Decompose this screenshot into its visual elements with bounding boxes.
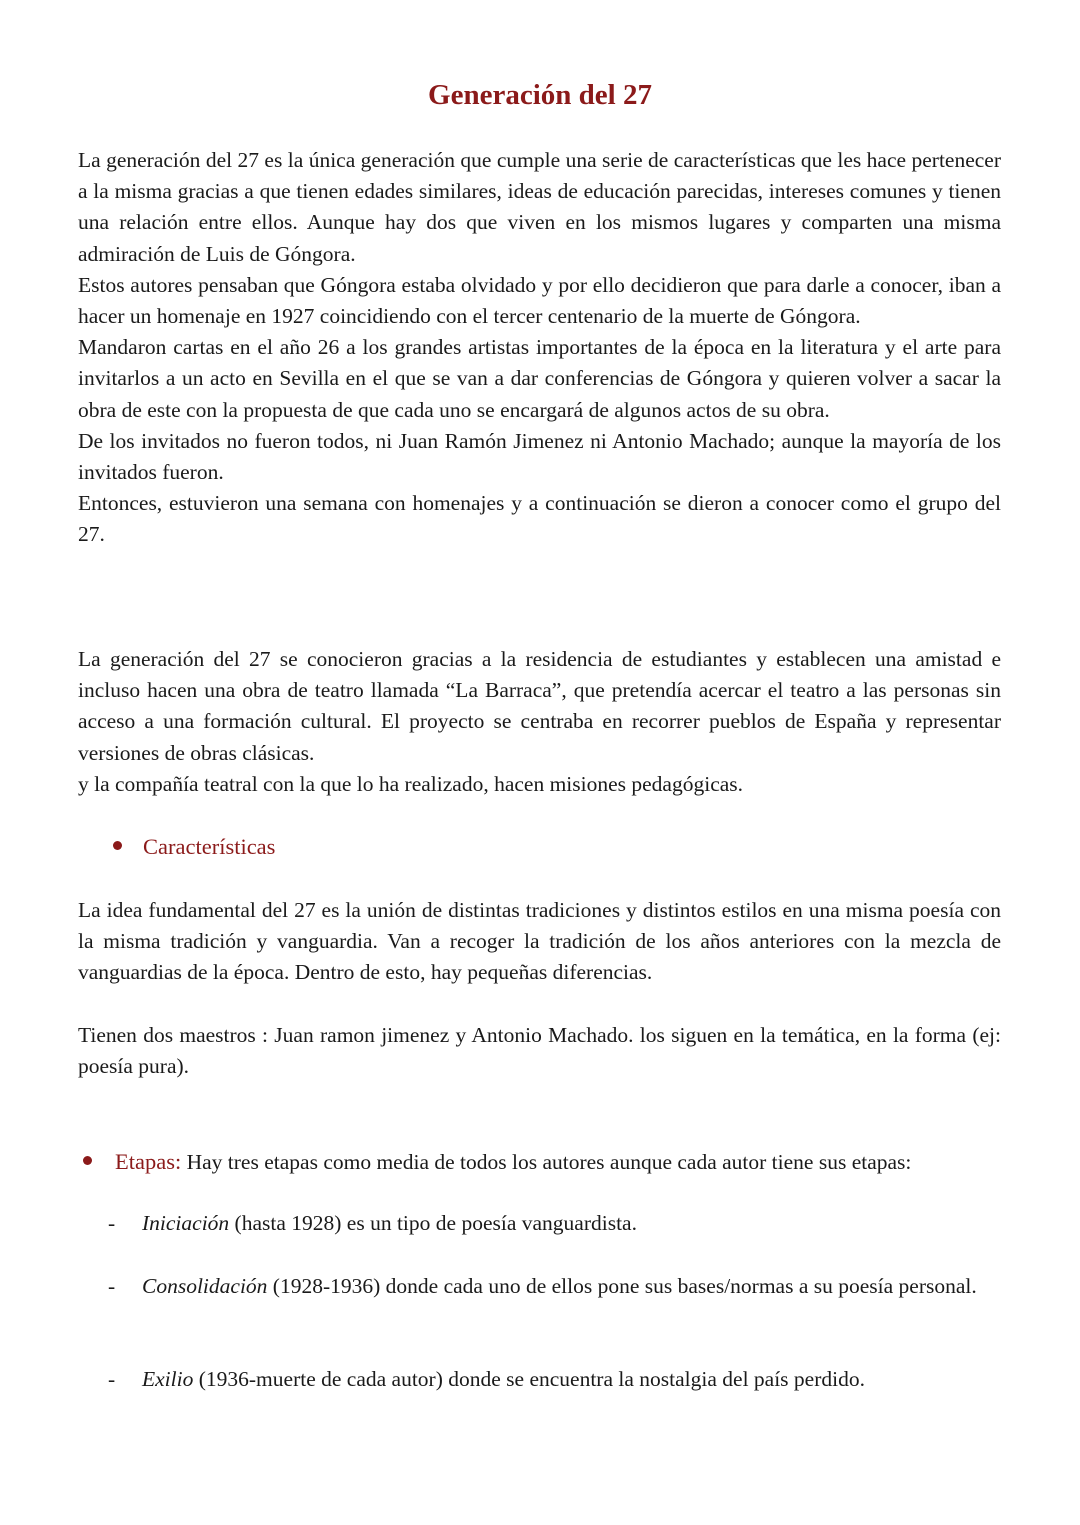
etapa-name: Iniciación [142, 1211, 230, 1235]
bullet-icon [113, 841, 122, 850]
etapa-text: (1936-muerte de cada autor) donde se encuentra la nostalgia del país perdido. [193, 1367, 865, 1391]
intro-paragraph: Estos autores pensaban que Góngora estaba olvidado y por ello decidieron que para darle a conocer, iban a hacer un homenaje en 1927 coincidiendo con el tercer centenario de la muerte de Góngora. [78, 272, 1001, 329]
maestros-paragraph: Tienen dos maestros : Juan ramon jimenez y Antonio Machado. los siguen en la temática, en la forma (ej: poesía pura). [78, 1023, 1001, 1079]
maestros-section [78, 1020, 1001, 1082]
caracteristicas-section [78, 895, 1001, 989]
intro-paragraph: La generación del 27 es la única generación que cumple una serie de características que les hace pertenecer a la misma gracias a que tienen edades similares, ideas de educación parecidas, intereses comunes y tienen una relación entre ellos. Aunque hay dos que viven en los mismos lugares y comparten una misma admiración de Luis de Góngora. [78, 148, 1001, 266]
barraca-paragraph: y la compañía teatral con la que lo ha realizado, hacen misiones pedagógicas. [78, 771, 744, 796]
etapa-text: (1928-1936) donde cada uno de ellos pone sus bases/normas a su poesía personal. [267, 1274, 977, 1298]
etapa-name: Consolidación [142, 1274, 268, 1298]
barraca-paragraph: La generación del 27 se conocieron gracias a la residencia de estudiantes y establecen una amistad e incluso hacen una obra de teatro llamada “La Barraca”, que pretendía acercar el teatro a las personas sin acceso a una formación cultural. El proyecto se centraba en recorrer pueblos de España y representar versiones de obras clásicas. [78, 647, 1001, 765]
caracteristicas-heading-row [113, 831, 275, 862]
etapa-item [108, 1271, 1001, 1302]
intro-paragraph: De los invitados no fueron todos, ni Juan Ramón Jimenez ni Antonio Machado; aunque la mayoría de los invitados fueron. [78, 428, 1001, 485]
etapas-heading: Etapas: [115, 1149, 182, 1174]
etapa-item [108, 1364, 1001, 1395]
etapa-name: Exilio [142, 1367, 194, 1391]
intro-paragraph: Entonces, estuvieron una semana con homenajes y a continuación se dieron a conocer como el grupo del 27. [78, 491, 1001, 547]
dash-marker: - [108, 1211, 116, 1235]
page-title: Generación del 27 [428, 79, 652, 111]
caracteristicas-paragraph: La idea fundamental del 27 es la unión de distintas tradiciones y distintos estilos en una misma poesía con la misma tradición y vanguardia. Van a recoger la tradición de los años anteriores con la mezcla de vanguardias de la época. Dentro de esto, hay pequeñas diferencias. [78, 898, 1001, 985]
etapas-intro: Hay tres etapas como media de todos los autores aunque cada autor tiene sus etapas: [181, 1150, 912, 1174]
caracteristicas-heading: Características [143, 834, 276, 859]
etapa-text: (hasta 1928) es un tipo de poesía vanguardista. [229, 1211, 637, 1235]
barraca-section [78, 644, 1001, 800]
dash-marker: - [108, 1367, 116, 1391]
etapa-item [108, 1208, 1001, 1239]
bullet-icon [83, 1156, 92, 1165]
intro-section [78, 145, 1001, 551]
intro-paragraph: Mandaron cartas en el año 26 a los grandes artistas importantes de la época en la literatura y el arte para invitarlos a un acto en Sevilla en el que se van a dar conferencias de Góngora y quieren volver a sacar la obra de este con la propuesta de que cada uno se encargará de algunos actos de su obra. [78, 335, 1001, 422]
dash-marker: - [108, 1274, 116, 1298]
etapas-heading-row [83, 1146, 911, 1178]
